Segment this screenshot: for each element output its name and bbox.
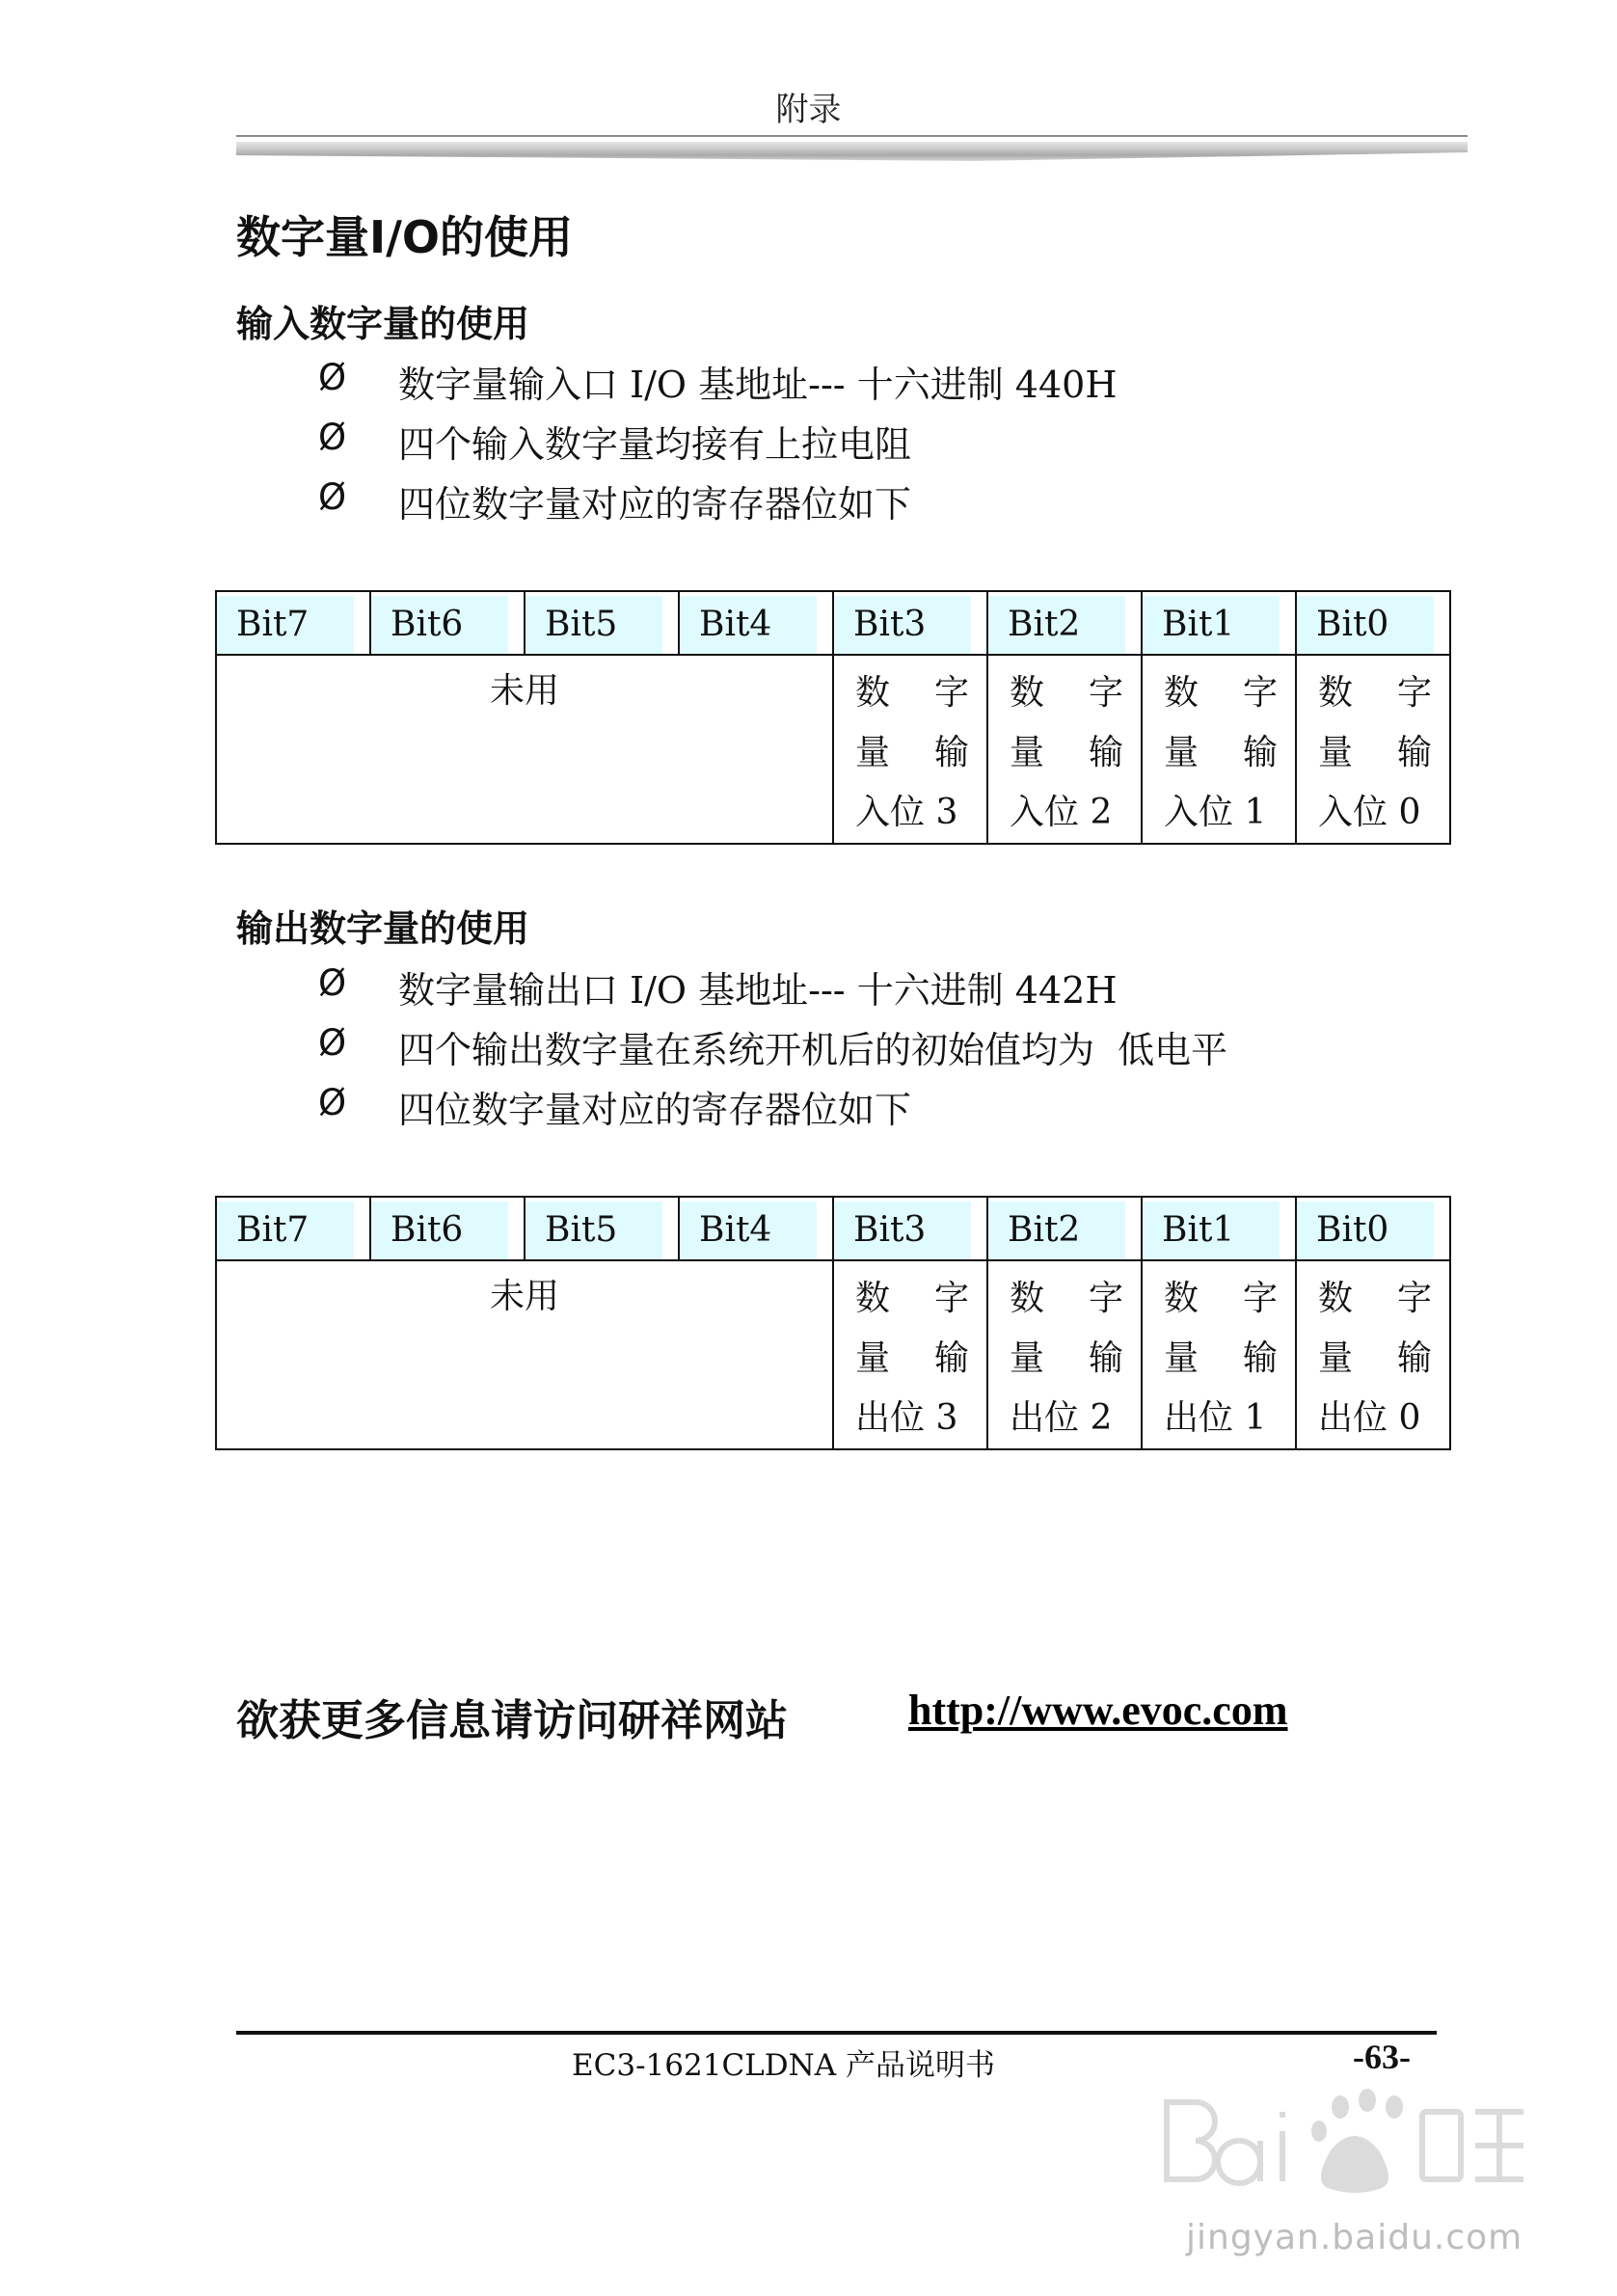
- bit-description: [1296, 655, 1450, 844]
- desc-line: 入位 2: [1010, 793, 1113, 832]
- footer-rule: [236, 2031, 1437, 2035]
- bit-label: Bit1: [1143, 1202, 1280, 1259]
- desc-line: 出位 2: [1010, 1398, 1113, 1438]
- desc-char: 数: [1010, 673, 1045, 713]
- desc-char: 量: [1318, 1338, 1354, 1378]
- desc-line: 入位 0: [1318, 793, 1421, 832]
- desc-char: 字: [1396, 673, 1432, 713]
- desc-char: 量: [1010, 733, 1045, 772]
- watermark-text: jingyan.baidu.com: [1186, 2218, 1523, 2257]
- header-rule: [236, 135, 1468, 137]
- desc-line: 出位 0: [1318, 1398, 1421, 1438]
- bullet-icon: Ø: [318, 476, 347, 518]
- output-bullet-2: 四个输出数字量在系统开机后的初始值均为 低电平: [398, 1029, 1228, 1071]
- desc-char: 量: [855, 733, 891, 772]
- desc-char: 数: [1164, 1279, 1199, 1318]
- desc-char: 量: [1164, 733, 1199, 772]
- bit-label: Bit6: [371, 596, 508, 654]
- desc-char: 输: [1396, 1338, 1432, 1378]
- bit-label: Bit7: [217, 1202, 354, 1259]
- desc-char: 字: [1396, 1279, 1432, 1318]
- bit-description: [1142, 1260, 1296, 1449]
- desc-char: 量: [1010, 1338, 1045, 1378]
- desc-char: 量: [1164, 1338, 1199, 1378]
- desc-char: 字: [1088, 673, 1123, 713]
- footer-title: EC3-1621CLDNA 产品说明书: [572, 2048, 995, 2083]
- desc-char: 输: [1242, 1338, 1278, 1378]
- desc-char: 字: [1242, 1279, 1278, 1318]
- bit-cell: [679, 1197, 833, 1260]
- bit-label: Bit3: [834, 596, 971, 654]
- desc-char: 数: [1164, 673, 1199, 713]
- bit-cell: [1142, 591, 1296, 655]
- desc-char: 数: [1318, 673, 1354, 713]
- bit-label: Bit2: [988, 1202, 1125, 1259]
- bit-label: Bit7: [217, 596, 354, 654]
- desc-char: 数: [855, 1279, 891, 1318]
- bit-label: Bit2: [988, 596, 1125, 654]
- bit-label: Bit0: [1297, 1202, 1434, 1259]
- output-register-table: [215, 1196, 1451, 1450]
- desc-char: 输: [1242, 733, 1278, 772]
- desc-char: 输: [1396, 733, 1432, 772]
- desc-char: 字: [933, 673, 969, 713]
- bit-cell: [370, 1197, 525, 1260]
- bit-label: Bit6: [371, 1202, 508, 1259]
- output-bullet-3: 四位数字量对应的寄存器位如下: [398, 1089, 912, 1131]
- bit-cell: [1296, 1197, 1450, 1260]
- desc-line: 入位 3: [855, 793, 958, 832]
- bullet-icon: Ø: [318, 962, 347, 1004]
- input-register-table: [215, 590, 1451, 845]
- bullet-icon: Ø: [318, 357, 347, 398]
- desc-line: 出位 1: [1164, 1398, 1267, 1438]
- bit-cell: [216, 1197, 370, 1260]
- bit-cell: [987, 1197, 1142, 1260]
- bit-description: [987, 1260, 1142, 1449]
- unused-cell: 未用: [216, 655, 833, 844]
- bit-cell: [833, 1197, 987, 1260]
- bit-cell: [1142, 1197, 1296, 1260]
- bit-cell: [216, 591, 370, 655]
- desc-line: 出位 3: [855, 1398, 958, 1438]
- desc-char: 输: [933, 1338, 969, 1378]
- bit-cell: [1296, 591, 1450, 655]
- unused-cell: 未用: [216, 1260, 833, 1449]
- baidu-watermark-logo-icon: [1147, 2073, 1533, 2218]
- input-bullet-2: 四个输入数字量均接有上拉电阻: [398, 423, 912, 466]
- bit-description: [1296, 1260, 1450, 1449]
- table-header-row: [216, 591, 1450, 655]
- page-number: -63-: [1353, 2038, 1411, 2076]
- desc-char: 数: [855, 673, 891, 713]
- bit-label: Bit5: [526, 596, 662, 654]
- output-bullet-1: 数字量输出口 I/O 基地址--- 十六进制 442H: [398, 969, 1118, 1012]
- bit-description: [1142, 655, 1296, 844]
- desc-char: 输: [933, 733, 969, 772]
- bit-cell: [987, 591, 1142, 655]
- bit-description: [987, 655, 1142, 844]
- bit-label: Bit1: [1143, 596, 1280, 654]
- desc-char: 数: [1318, 1279, 1354, 1318]
- table-row: [216, 1260, 1450, 1449]
- bit-cell: [525, 1197, 679, 1260]
- desc-char: 输: [1088, 1338, 1123, 1378]
- desc-char: 数: [1010, 1279, 1045, 1318]
- desc-char: 量: [855, 1338, 891, 1378]
- desc-line: 入位 1: [1164, 793, 1267, 832]
- bullet-icon: Ø: [318, 1082, 347, 1123]
- website-link[interactable]: http://www.evoc.com: [908, 1687, 1288, 1734]
- bit-cell: [525, 591, 679, 655]
- input-bullet-1: 数字量输入口 I/O 基地址--- 十六进制 440H: [398, 364, 1118, 406]
- desc-char: 字: [1088, 1279, 1123, 1318]
- desc-char: 量: [1318, 733, 1354, 772]
- bit-label: Bit0: [1297, 596, 1434, 654]
- desc-char: 输: [1088, 733, 1123, 772]
- table-header-row: [216, 1197, 1450, 1260]
- bit-cell: [370, 591, 525, 655]
- more-info-text: 欲获更多信息请访问研祥网站: [236, 1696, 788, 1745]
- bit-cell: [833, 591, 987, 655]
- header-title: 附录: [775, 91, 842, 129]
- section-title: 数字量I/O的使用: [236, 211, 574, 263]
- bit-description: [833, 1260, 987, 1449]
- header-decorative-band: [236, 142, 1468, 161]
- bit-label: Bit4: [680, 1202, 817, 1259]
- desc-char: 字: [933, 1279, 969, 1318]
- input-bullet-3: 四位数字量对应的寄存器位如下: [398, 483, 912, 526]
- desc-char: 字: [1242, 673, 1278, 713]
- bit-label: Bit5: [526, 1202, 662, 1259]
- bullet-icon: Ø: [318, 1022, 347, 1064]
- bit-description: [833, 655, 987, 844]
- table-row: [216, 655, 1450, 844]
- bit-cell: [679, 591, 833, 655]
- output-heading: 输出数字量的使用: [236, 907, 530, 950]
- input-heading: 输入数字量的使用: [236, 303, 530, 345]
- bit-label: Bit3: [834, 1202, 971, 1259]
- bullet-icon: Ø: [318, 417, 347, 458]
- bit-label: Bit4: [680, 596, 817, 654]
